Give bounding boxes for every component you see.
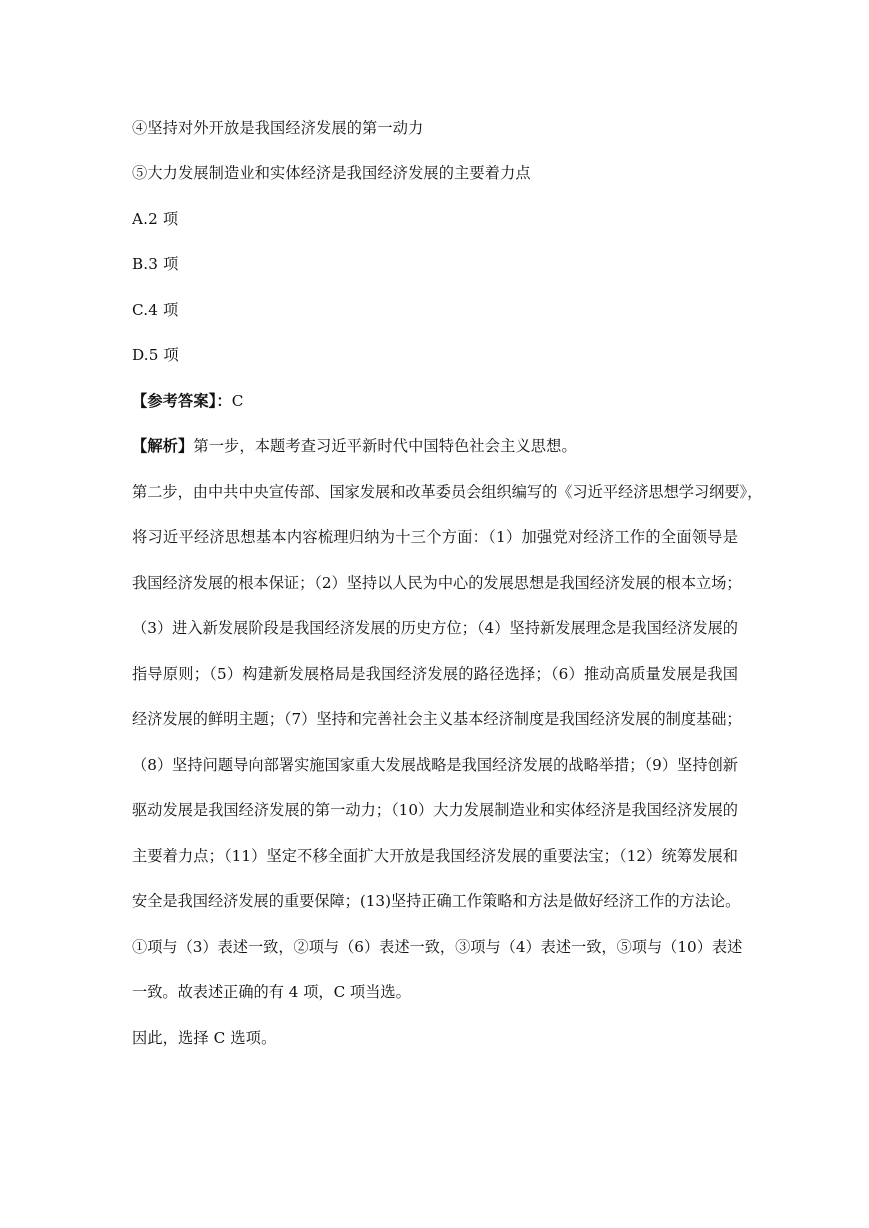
- statement-5: ⑤大力发展制造业和实体经济是我国经济发展的主要着力点: [132, 164, 531, 182]
- choice-b: B.3 项: [132, 255, 179, 273]
- answer-line: [132, 391, 244, 411]
- choice-a: A.2 项: [132, 210, 179, 228]
- analysis-line-8: 驱动发展是我国经济发展的第一动力；（10）大力发展制造业和实体经济是我国经济发展的: [132, 801, 738, 819]
- analysis-step1: 第一步，本题考查习近平新时代中国特色社会主义思想。: [193, 437, 577, 455]
- statement-4: ④坚持对外开放是我国经济发展的第一动力: [132, 119, 424, 137]
- analysis-line-11: ①项与（3）表述一致，②项与（6）表述一致，③项与（4）表述一致，⑤项与（10）表述: [132, 938, 743, 956]
- analysis-line-2: 将习近平经济思想基本内容梳理归纳为十三个方面：（1）加强党对经济工作的全面领导是: [132, 528, 738, 546]
- analysis-line-4: （3）进入新发展阶段是我国经济发展的历史方位；（4）坚持新发展理念是我国经济发展的: [132, 619, 738, 637]
- analysis-step1-line: [132, 436, 577, 456]
- analysis-line-9: 主要着力点；（11）坚定不移全面扩大开放是我国经济发展的重要法宝；（12）统筹发展和: [132, 847, 738, 865]
- analysis-line-7: （8）坚持问题导向部署实施国家重大发展战略是我国经济发展的战略举措；（9）坚持创新: [132, 756, 738, 774]
- answer-label: 【参考答案】：: [132, 392, 232, 410]
- analysis-line-12: 一致。故表述正确的有 4 项，C 项当选。: [132, 983, 411, 1001]
- analysis-conclusion: 因此，选择 C 选项。: [132, 1029, 277, 1047]
- choice-c: C.4 项: [132, 301, 179, 319]
- analysis-line-5: 指导原则；（5）构建新发展格局是我国经济发展的路径选择；（6）推动高质量发展是我国: [132, 665, 738, 683]
- analysis-label: 【解析】: [132, 437, 194, 455]
- choice-d: D.5 项: [132, 346, 179, 364]
- analysis-line-1: 第二步，由中共中央宣传部、国家发展和改革委员会组织编写的《习近平经济思想学习纲要》，: [132, 483, 763, 501]
- analysis-line-6: 经济发展的鲜明主题；（7）坚持和完善社会主义基本经济制度是我国经济发展的制度基础；: [132, 710, 742, 728]
- analysis-line-10: 安全是我国经济发展的重要保障；(13)坚持正确工作策略和方法是做好经济工作的方法论。: [132, 892, 741, 910]
- answer-value: C: [231, 392, 244, 410]
- analysis-line-3: 我国经济发展的根本保证；（2）坚持以人民为中心的发展思想是我国经济发展的根本立场；: [132, 574, 742, 592]
